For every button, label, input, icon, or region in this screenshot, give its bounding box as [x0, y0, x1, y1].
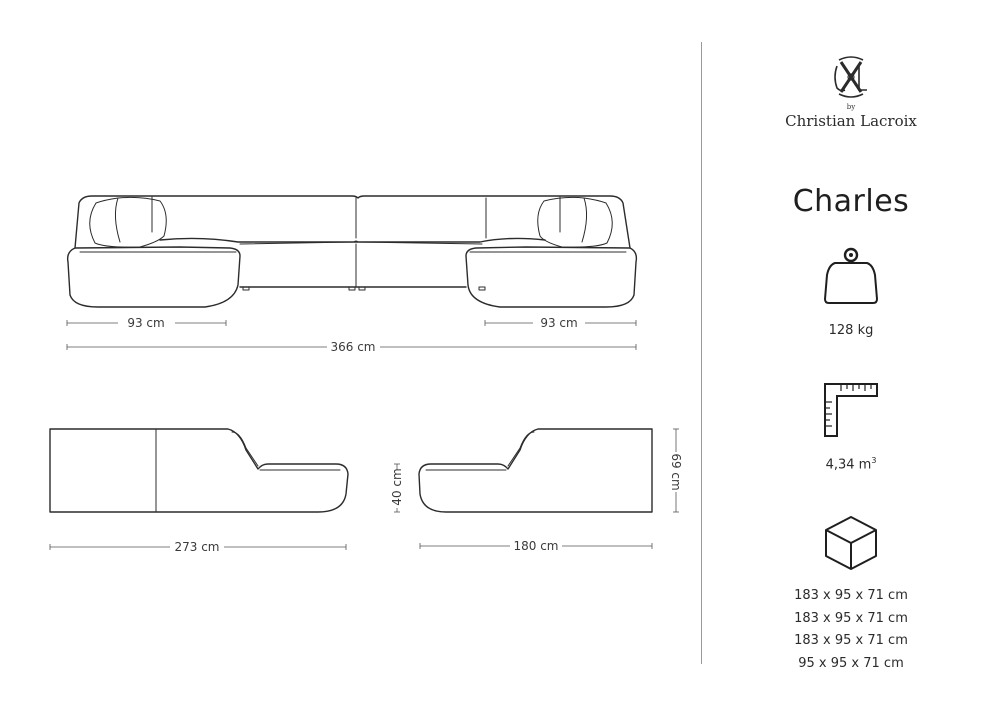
- dim-total-height: 69 cm: [669, 453, 683, 491]
- dim-left-module-length: 273 cm: [174, 540, 220, 554]
- dimension-lines: [50, 320, 679, 550]
- dim-arm-right: 93 cm: [540, 316, 578, 330]
- weight-icon: [823, 245, 879, 307]
- ruler-corner-icon: [823, 382, 879, 438]
- package-dimension: 183 x 95 x 71 cm: [794, 633, 908, 648]
- dim-arm-left: 93 cm: [127, 316, 165, 330]
- package-dimension: 183 x 95 x 71 cm: [794, 610, 908, 626]
- sofa-front-view: [68, 196, 637, 307]
- volume-exponent: 3: [871, 456, 877, 465]
- dim-seat-height: 40 cm: [390, 468, 404, 506]
- dim-right-module-length: 180 cm: [513, 539, 559, 553]
- sofa-side-view-right: [419, 429, 652, 512]
- package-dimension: 183 x 95 x 71 cm: [794, 588, 908, 603]
- volume-number: 4,34 m: [825, 457, 872, 473]
- logo-by: by: [846, 103, 856, 111]
- weight-value: 128 kg: [828, 323, 874, 338]
- product-name: Charles: [792, 184, 910, 219]
- box-icon: [822, 514, 880, 572]
- volume-value: [702, 456, 1000, 472]
- sofa-side-view-left: [50, 429, 348, 512]
- cxl-logo: [829, 52, 873, 102]
- package-dimension: 95 x 95 x 71 cm: [798, 655, 904, 671]
- info-panel: [702, 0, 1000, 707]
- package-dimensions-list: [702, 585, 1000, 675]
- dim-total-width: 366 cm: [330, 340, 376, 354]
- brand-name: Christian Lacroix: [785, 112, 917, 130]
